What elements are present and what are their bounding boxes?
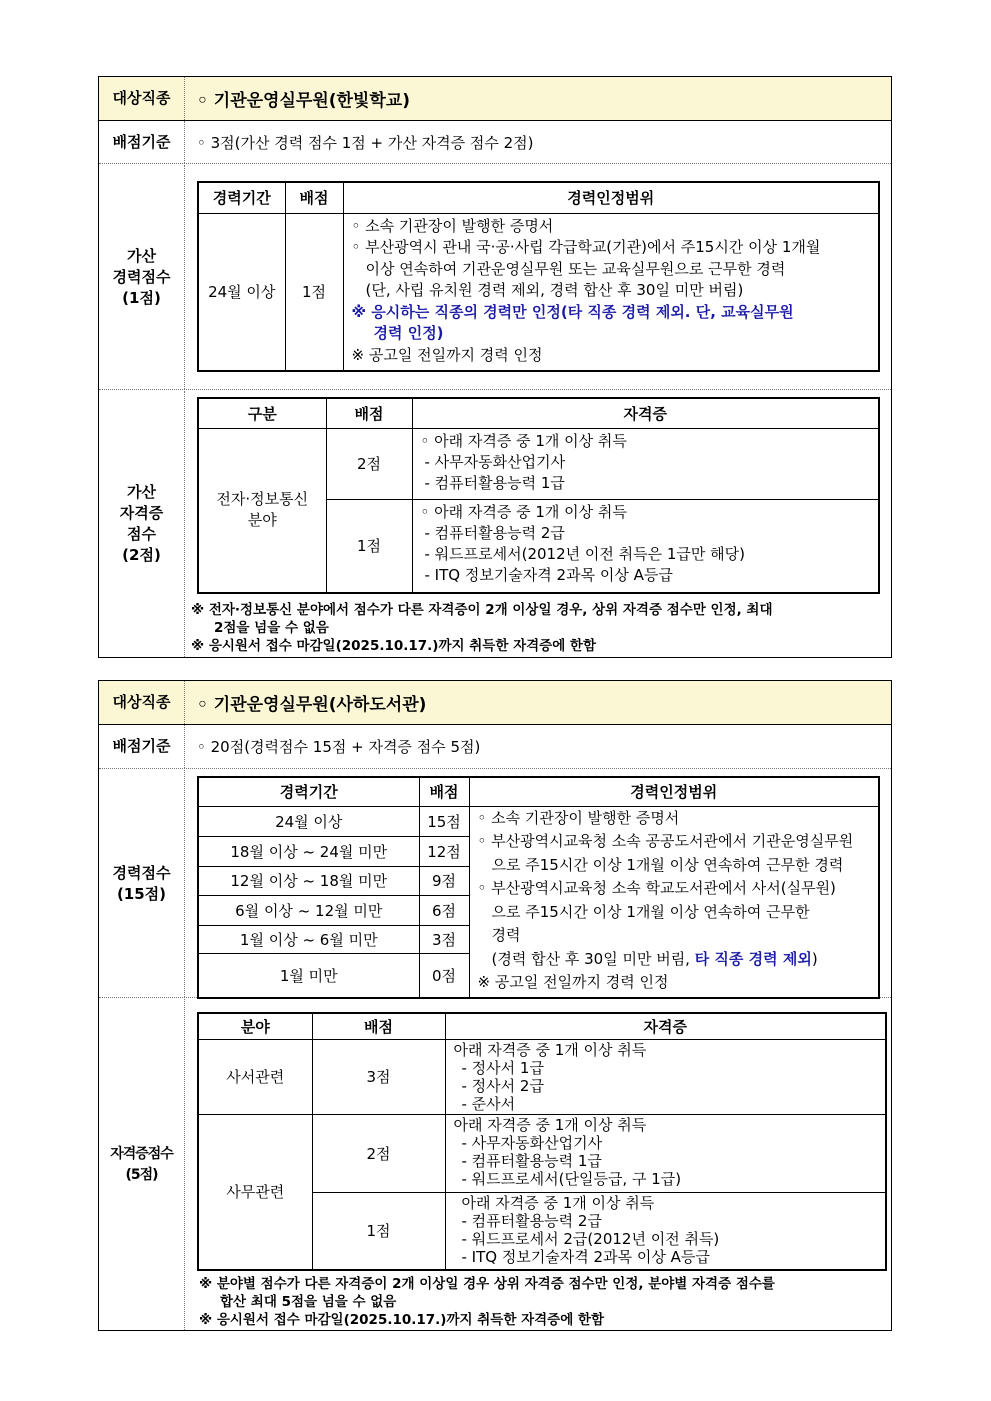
- career-score: 15점: [419, 806, 469, 836]
- section1-target-label: 대상직종: [99, 77, 185, 120]
- col-header: 배점: [419, 777, 469, 806]
- range-line: (단, 사립 유치원 경력 제외, 경력 합산 후 30일 미만 버림): [365, 281, 744, 299]
- section1-cert-row: [99, 391, 891, 657]
- cert-score: 3점: [312, 1039, 445, 1114]
- range-paren-pre: (경력 합산 후 30일 미만 버림,: [491, 949, 695, 968]
- range-line: 으로 주15시간 이상 1개월 이상 연속하여 근무한 경력: [491, 855, 844, 874]
- section1-cert-label: [99, 391, 185, 657]
- career-period: 24월 이상: [198, 213, 285, 371]
- col-header: 배점: [326, 398, 412, 428]
- label-line: (5점): [125, 1166, 158, 1183]
- section1-note: ※ 응시원서 접수 마감일(2025.10.17.)까지 취득한 자격증에 한함: [191, 638, 597, 654]
- col-header: 경력기간: [198, 182, 285, 213]
- range-line: 경력: [491, 926, 521, 944]
- label-line: 자격증: [119, 504, 164, 522]
- cert-line: - 컴퓨터활용능력 1급: [424, 473, 565, 492]
- cert-line: - 정사서 2급: [461, 1076, 544, 1095]
- range-line-paren: [478, 948, 873, 972]
- section1-criteria-row: [99, 121, 891, 164]
- range-line: ※ 공고일 전일까지 경력 인정: [351, 345, 543, 364]
- section1-criteria-label: 배점기준: [99, 121, 185, 163]
- range-line: ※ 공고일 전일까지 경력 인정: [477, 973, 669, 991]
- section1-note: 2점을 넘을 수 없음: [214, 620, 329, 636]
- range-line: 으로 주15시간 이상 1개월 이상 연속하여 근무한: [491, 902, 810, 921]
- cert-line: - 사무자동화산업기사: [461, 1133, 603, 1152]
- range-line: ◦ 부산광역시교육청 소속 공공도서관에서 기관운영실무원: [477, 832, 854, 850]
- cert-line: - 컴퓨터활용능력 1급: [461, 1151, 602, 1170]
- cert-line: - ITQ 정보기술자격 2과목 이상 A등급: [424, 565, 673, 584]
- career-score: 0점: [419, 954, 469, 998]
- label-line: 경력점수: [112, 267, 171, 286]
- cert-score: 1점: [326, 499, 412, 593]
- section2-note: ※ 분야별 점수가 다른 자격증이 2개 이상일 경우 상위 자격증 점수만 인정, 분야별 자격증 점수를: [199, 1276, 775, 1292]
- cert-list: [412, 499, 879, 593]
- section2-career-table: [197, 776, 880, 999]
- cert-line: - 워드프로세서(2012년 이전 취득은 1급만 해당): [424, 544, 746, 563]
- career-range: [343, 213, 879, 371]
- section2-cert-table: [197, 1012, 887, 1271]
- career-period: 24월 이상: [198, 806, 419, 836]
- cert-score: 2점: [326, 428, 412, 499]
- col-header: 구분: [198, 398, 326, 428]
- range-line: ◦ 부산광역시교육청 소속 학교도서관에서 사서(실무원): [477, 879, 836, 897]
- col-header: 경력인정범위: [343, 182, 879, 213]
- career-period: 1월 미만: [198, 954, 419, 998]
- cert-line: ◦ 아래 자격증 중 1개 이상 취득: [420, 431, 627, 450]
- section1-target-value: ◦ 기관운영실무원(한빛학교): [197, 91, 410, 111]
- section2-cert-label: [99, 999, 185, 1330]
- section2-target-row: [99, 681, 891, 725]
- range-paren-blue: 타 직종 경력 제외: [694, 949, 812, 968]
- section1-career-label: [99, 165, 185, 389]
- section1-target-row: [99, 77, 891, 121]
- section2-block: [98, 680, 892, 1331]
- label-line: (2점): [122, 546, 161, 564]
- section2-criteria-row: [99, 725, 891, 769]
- cert-list: [445, 1114, 886, 1192]
- career-score: 6점: [419, 895, 469, 925]
- col-header: 분야: [198, 1013, 312, 1039]
- section2-target-value: ◦ 기관운영실무원(사하도서관): [197, 695, 427, 715]
- cert-list: [445, 1039, 886, 1114]
- cert-line: 아래 자격증 중 1개 이상 취득: [453, 1115, 647, 1134]
- label-line: (15점): [116, 884, 167, 903]
- label-line: (1점): [122, 288, 161, 307]
- section1-cert-table: [197, 397, 880, 594]
- range-line-emphasis: ※ 응시하는 직종의 경력만 인정(타 직종 경력 제외. 단, 교육실무원: [351, 302, 794, 321]
- cert-score: 1점: [312, 1192, 445, 1270]
- section2-criteria-value: ◦ 20점(경력점수 15점 + 자격증 점수 5점): [197, 738, 481, 756]
- range-line: ◦ 소속 기관장이 발행한 증명서: [351, 216, 554, 235]
- career-score: 12점: [419, 836, 469, 866]
- cert-line: 아래 자격증 중 1개 이상 취득: [461, 1193, 655, 1212]
- col-header: 배점: [285, 182, 343, 213]
- career-score: 1점: [285, 213, 343, 371]
- cert-line: - 워드프로세서(단일등급, 구 1급): [461, 1169, 682, 1188]
- label-line: 가산: [127, 483, 156, 501]
- section1-career-table: [197, 181, 880, 372]
- career-score: 9점: [419, 866, 469, 895]
- label-line: 가산: [127, 246, 156, 265]
- col-header: 배점: [312, 1013, 445, 1039]
- label-line: 자격증점수: [110, 1145, 173, 1162]
- section1-note: ※ 전자·정보통신 분야에서 점수가 다른 자격증이 2개 이상일 경우, 상위 자격증 점수만 인정, 최대: [191, 602, 773, 618]
- label-line: 경력점수: [112, 863, 171, 882]
- section2-cert-row: [99, 999, 891, 1330]
- range-paren-post: ): [811, 949, 818, 968]
- cert-line: 아래 자격증 중 1개 이상 취득: [453, 1040, 647, 1059]
- cert-line: - 정사서 1급: [461, 1058, 544, 1077]
- section2-target-label: 대상직종: [99, 681, 185, 724]
- col-header: 경력인정범위: [469, 777, 879, 806]
- cert-line: - 컴퓨터활용능력 2급: [461, 1211, 602, 1230]
- range-line: 이상 연속하여 기관운영실무원 또는 교육실무원으로 근무한 경력: [365, 259, 786, 278]
- col-header: 경력기간: [198, 777, 419, 806]
- section2-note: ※ 응시원서 접수 마감일(2025.10.17.)까지 취득한 자격증에 한함: [199, 1312, 605, 1328]
- section2-career-label: [99, 770, 185, 997]
- col-header: 자격증: [445, 1013, 886, 1039]
- career-period: 6월 이상 ~ 12월 미만: [198, 895, 419, 925]
- section1-block: [98, 76, 892, 658]
- range-line: ◦ 부산광역시 관내 국·공·사립 각급학교(기관)에서 주15시간 이상 1개월: [351, 238, 821, 256]
- cert-list: [445, 1192, 886, 1270]
- cert-list: [412, 428, 879, 499]
- cert-field: 사서관련: [198, 1039, 312, 1114]
- cert-line: - 사무자동화산업기사: [424, 452, 566, 471]
- cert-category: 전자·정보통신 분야: [198, 428, 326, 593]
- cert-line: - 컴퓨터활용능력 2급: [424, 523, 565, 542]
- range-line: ◦ 소속 기관장이 발행한 증명서: [477, 808, 680, 827]
- cert-line: - 준사서: [461, 1094, 516, 1113]
- range-line-emphasis: 경력 인정): [373, 324, 444, 342]
- cert-line: - ITQ 정보기술자격 2과목 이상 A등급: [461, 1247, 710, 1266]
- section1-criteria-value: ◦ 3점(가산 경력 점수 1점 + 가산 자격증 점수 2점): [197, 133, 534, 152]
- label-line: 점수: [127, 525, 156, 543]
- section1-career-row: [99, 165, 891, 390]
- cert-line: - 워드프로세서 2급(2012년 이전 취득): [461, 1229, 720, 1248]
- career-range: [469, 806, 879, 998]
- col-header: 자격증: [412, 398, 879, 428]
- career-period: 18월 이상 ~ 24월 미만: [198, 836, 419, 866]
- career-period: 12월 이상 ~ 18월 미만: [198, 866, 419, 895]
- career-score: 3점: [419, 925, 469, 954]
- section2-career-row: [99, 770, 891, 998]
- cert-score: 2점: [312, 1114, 445, 1192]
- career-period: 1월 이상 ~ 6월 미만: [198, 925, 419, 954]
- cert-field: 사무관련: [198, 1114, 312, 1270]
- section2-note: 합산 최대 5점을 넘을 수 없음: [220, 1294, 397, 1310]
- section2-criteria-label: 배점기준: [99, 725, 185, 768]
- cert-line: ◦ 아래 자격증 중 1개 이상 취득: [420, 502, 627, 521]
